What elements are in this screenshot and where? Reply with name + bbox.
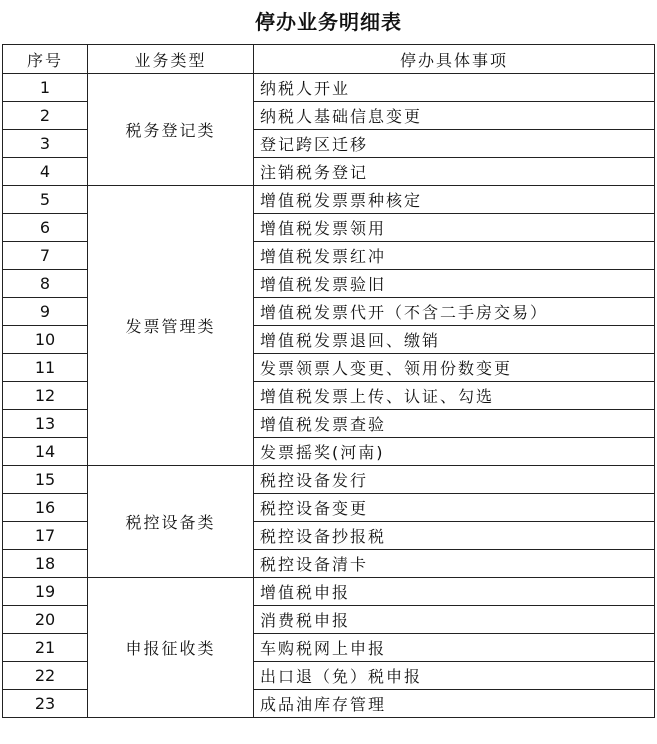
item-cell: 增值税发票红冲 <box>254 242 655 270</box>
item-cell: 发票领票人变更、领用份数变更 <box>254 354 655 382</box>
table-header-row <box>3 45 655 74</box>
item-cell: 税控设备发行 <box>254 466 655 494</box>
table-row <box>3 186 655 214</box>
header-no: 序号 <box>3 45 88 74</box>
item-cell: 车购税网上申报 <box>254 634 655 662</box>
row-number: 2 <box>3 102 88 130</box>
item-cell: 注销税务登记 <box>254 158 655 186</box>
item-cell: 增值税发票领用 <box>254 214 655 242</box>
category-cell: 税控设备类 <box>88 466 254 578</box>
row-number: 14 <box>3 438 88 466</box>
item-cell: 增值税发票验旧 <box>254 270 655 298</box>
item-cell: 登记跨区迁移 <box>254 130 655 158</box>
item-cell: 增值税发票上传、认证、勾选 <box>254 382 655 410</box>
item-cell: 增值税申报 <box>254 578 655 606</box>
row-number: 16 <box>3 494 88 522</box>
table-row <box>3 466 655 494</box>
item-cell: 增值税发票票种核定 <box>254 186 655 214</box>
row-number: 12 <box>3 382 88 410</box>
row-number: 3 <box>3 130 88 158</box>
row-number: 9 <box>3 298 88 326</box>
category-cell: 税务登记类 <box>88 74 254 186</box>
row-number: 1 <box>3 74 88 102</box>
row-number: 10 <box>3 326 88 354</box>
item-cell: 纳税人基础信息变更 <box>254 102 655 130</box>
page-title: 停办业务明细表 <box>255 10 402 34</box>
row-number: 17 <box>3 522 88 550</box>
row-number: 18 <box>3 550 88 578</box>
item-cell: 出口退（免）税申报 <box>254 662 655 690</box>
item-cell: 增值税发票代开（不含二手房交易） <box>254 298 655 326</box>
item-cell: 税控设备抄报税 <box>254 522 655 550</box>
row-number: 7 <box>3 242 88 270</box>
row-number: 4 <box>3 158 88 186</box>
item-cell: 消费税申报 <box>254 606 655 634</box>
item-cell: 增值税发票查验 <box>254 410 655 438</box>
item-cell: 成品油库存管理 <box>254 690 655 718</box>
item-cell: 增值税发票退回、缴销 <box>254 326 655 354</box>
row-number: 11 <box>3 354 88 382</box>
row-number: 21 <box>3 634 88 662</box>
row-number: 13 <box>3 410 88 438</box>
row-number: 22 <box>3 662 88 690</box>
table-row <box>3 578 655 606</box>
row-number: 8 <box>3 270 88 298</box>
table-body <box>3 74 655 718</box>
header-category: 业务类型 <box>88 45 254 74</box>
row-number: 20 <box>3 606 88 634</box>
row-number: 6 <box>3 214 88 242</box>
row-number: 5 <box>3 186 88 214</box>
item-cell: 纳税人开业 <box>254 74 655 102</box>
category-cell: 申报征收类 <box>88 578 254 718</box>
category-cell: 发票管理类 <box>88 186 254 466</box>
row-number: 19 <box>3 578 88 606</box>
table-row <box>3 74 655 102</box>
item-cell: 税控设备清卡 <box>254 550 655 578</box>
item-cell: 发票摇奖(河南) <box>254 438 655 466</box>
row-number: 15 <box>3 466 88 494</box>
row-number: 23 <box>3 690 88 718</box>
item-cell: 税控设备变更 <box>254 494 655 522</box>
detail-table <box>2 44 655 718</box>
header-item: 停办具体事项 <box>254 45 655 74</box>
